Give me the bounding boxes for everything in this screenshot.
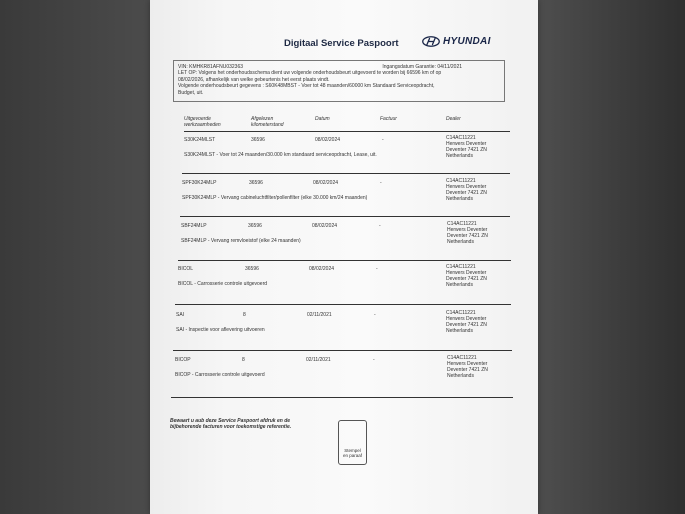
service-table-header	[184, 116, 484, 130]
dealer-line: C14AC11221	[446, 310, 476, 316]
service-date: 08/02/2024	[315, 137, 341, 143]
odometer-km: 8	[243, 312, 246, 318]
header-km	[251, 116, 284, 128]
service-date: 02/11/2021	[306, 357, 331, 363]
stamp-label-1: Stempel	[344, 448, 361, 453]
dealer-info	[447, 355, 488, 379]
dealer-line: Netherlands	[447, 239, 474, 245]
dealer-line: Netherlands	[446, 328, 473, 334]
service-description: BICOP - Carrosserie controle uitgevoerd	[175, 372, 265, 378]
dealer-line: Herwers Deventer	[446, 316, 487, 322]
header-km-line-2: kilometerstand	[251, 122, 284, 128]
header-dealer: Dealer	[446, 116, 461, 122]
dealer-line: Netherlands	[447, 373, 474, 379]
invoice: -	[379, 223, 381, 229]
dealer-line: Herwers Deventer	[446, 184, 487, 190]
dealer-info	[447, 221, 488, 245]
warranty-start-date: Ingangsdatum Garantie: 04/11/2021	[382, 64, 462, 70]
service-row	[184, 137, 514, 173]
dealer-line: Deventer 7421 ZN	[447, 367, 488, 373]
service-code: SAI	[176, 312, 185, 318]
hyundai-emblem-icon	[422, 36, 440, 47]
header-invoice: Factuur	[380, 116, 397, 122]
vehicle-info-box	[173, 60, 505, 102]
service-row	[182, 180, 512, 216]
maintenance-notice-line-1: LET OP: Volgens het onderhoudsschema dient uw volgende onderhoudsbeurt uitgevoerd te worden bij 66596 km of op	[178, 70, 442, 77]
hyundai-logo	[422, 36, 491, 47]
dealer-line: Herwers Deventer	[447, 361, 488, 367]
odometer-km: 36596	[245, 266, 259, 272]
dealer-info	[446, 264, 487, 288]
service-description: SPF30K24MLP - Vervang cabineluchtfilter/pollenfilter (elke 30.000 km/24 maanden)	[182, 195, 368, 201]
service-passport-sheet	[150, 0, 538, 514]
row-divider	[175, 304, 511, 305]
brand-name: HYUNDAI	[443, 36, 491, 47]
row-divider	[180, 216, 510, 217]
dealer-line: Deventer 7421 ZN	[447, 233, 488, 239]
next-service-line-1: Volgende onderhoudsbeurt gegevens : S60K48MBST - Voer tot 48 maanden/60000 km Standaard Serviceopdracht,	[178, 83, 435, 90]
service-code: BICOL	[178, 266, 194, 272]
service-code: BICOP	[175, 357, 191, 363]
row-divider	[171, 397, 513, 398]
vin: VIN: KMHKR81AFNU032363	[178, 64, 244, 70]
service-row	[176, 312, 506, 348]
dealer-line: Deventer 7421 ZN	[446, 322, 487, 328]
dealer-line: Herwers Deventer	[447, 227, 488, 233]
row-divider	[182, 173, 510, 174]
service-code: SBF24MLP	[181, 223, 207, 229]
footer-note: Bewaart u aub deze Service Paspoort afdruk en de bijbehorende facturen voor toekomstige referentie.	[170, 418, 292, 431]
header-date: Datum	[315, 116, 330, 122]
service-code: SPF30K24MLP	[182, 180, 217, 186]
row-divider	[184, 131, 510, 132]
dealer-line: C14AC11221	[446, 178, 476, 184]
dealer-line: Deventer 7421 ZN	[446, 190, 487, 196]
odometer-km: 8	[242, 357, 245, 363]
dealer-info	[446, 310, 487, 334]
invoice: -	[374, 312, 376, 318]
service-date: 08/02/2024	[312, 223, 338, 229]
service-row	[175, 357, 505, 393]
header-code	[184, 116, 221, 128]
stamp-box	[338, 420, 367, 465]
stamp-label-2: en paraaf	[342, 453, 362, 458]
service-date: 08/02/2024	[309, 266, 335, 272]
invoice: -	[380, 180, 382, 186]
header-code-line-1: Uitgevoerde	[184, 116, 211, 122]
dealer-line: C14AC11221	[447, 355, 477, 361]
service-description: SAI - Inspectie voor aflevering uitvoeren	[176, 327, 265, 333]
dealer-line: Herwers Deventer	[446, 270, 487, 276]
dealer-line: Deventer 7421 ZN	[446, 147, 487, 153]
dealer-line: Netherlands	[446, 282, 473, 288]
dealer-line: Herwers Deventer	[446, 141, 487, 147]
odometer-km: 36596	[248, 223, 262, 229]
service-row	[178, 266, 508, 302]
invoice: -	[382, 137, 384, 143]
row-divider	[173, 350, 512, 351]
invoice: -	[373, 357, 375, 363]
dealer-line: C14AC11221	[446, 135, 476, 141]
dealer-info	[446, 135, 487, 159]
service-code: S30K24MLST	[184, 137, 216, 143]
maintenance-notice-line-2: 08/02/2026, afhankelijk van welke gebeurtenis het eerst plaats vindt.	[178, 76, 330, 83]
service-description: SBF24MLP - Vervang remvloeistof (elke 24 maanden)	[181, 238, 301, 244]
header-km-line-1: Afgelezen	[251, 116, 274, 122]
service-date: 08/02/2024	[313, 180, 339, 186]
dealer-line: Netherlands	[446, 153, 473, 159]
odometer-km: 36596	[251, 137, 265, 143]
odometer-km: 36596	[249, 180, 263, 186]
header-code-line-2: werkzaamheden	[184, 122, 221, 128]
service-date: 02/11/2021	[307, 312, 332, 318]
document-title: Digitaal Service Paspoort	[284, 38, 399, 49]
service-description: S30K24MLST - Voer tot 24 maanden/30.000 km standaard serviceopdracht, Lease, uit.	[184, 152, 377, 158]
dealer-line: C14AC11221	[446, 264, 476, 270]
dealer-line: C14AC11221	[447, 221, 477, 227]
dealer-line: Deventer 7421 ZN	[446, 276, 487, 282]
service-description: BICOL - Carrosserie controle uitgevoerd	[178, 281, 268, 287]
row-divider	[178, 260, 511, 261]
next-service-line-2: Budget, uit.	[178, 89, 204, 96]
dealer-line: Netherlands	[446, 196, 473, 202]
dealer-info	[446, 178, 487, 202]
service-row	[181, 223, 511, 259]
invoice: -	[376, 266, 378, 272]
